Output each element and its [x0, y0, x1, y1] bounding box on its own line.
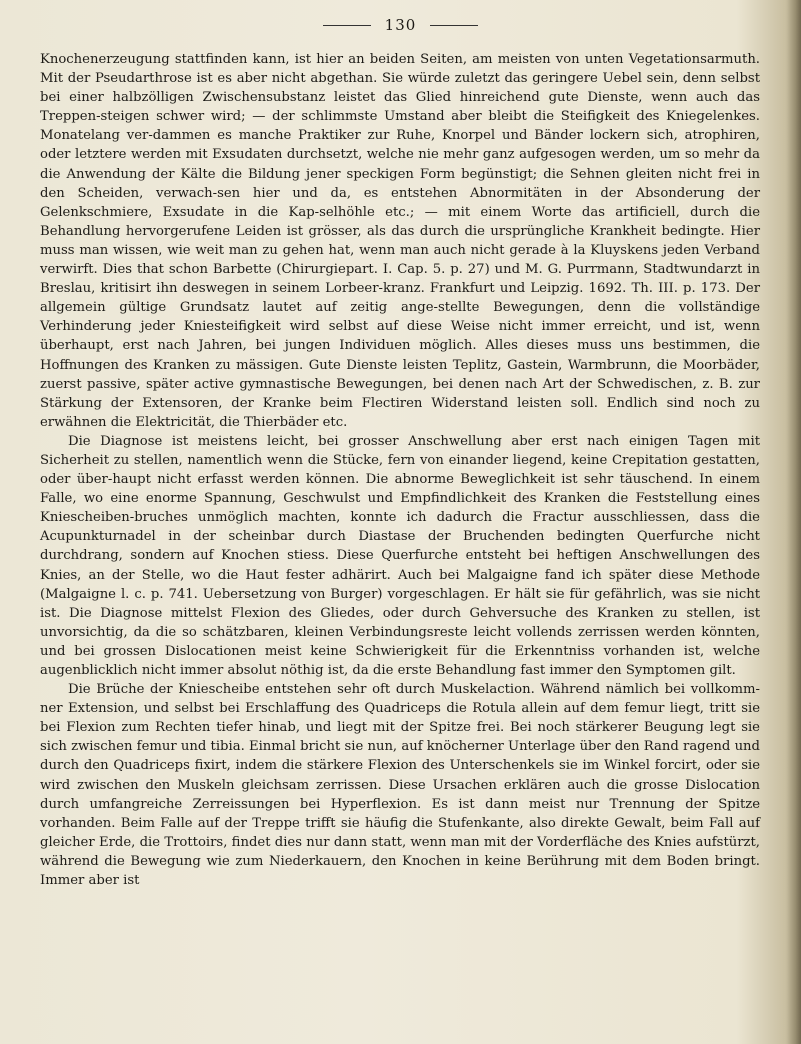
header-rule-right	[430, 25, 478, 26]
body-text	[40, 50, 760, 890]
header-rule-left	[323, 25, 371, 26]
paragraph-3: Die Brüche der Kniescheibe entstehen sehr oft durch Muskelaction. Während nämlich bei vollkomm-ner Extension, und selbst bei Erschlaffung des Quadriceps die Rotula allein auf dem femur liegt, tritt sie bei Flexion zum Rechten tiefer hinab, und liegt mit der Spitze frei. Bei noch stärkerer Beugung legt sie sich zwischen femur und tibia. Einmal bricht sie nun, auf knöcherner Unterlage über den Rand ragend und durch den Quadriceps fixirt, indem die stärkere Flexion des Unterschenkels sie im Winkel forcirt, oder sie wird zwischen den Muskeln gleichsam zerrissen. Diese Ursachen erklären auch die grosse Dislocation durch umfangreiche Zerreissungen bei Hyperflexion. Es ist dann meist nur Trennung der Spitze vorhanden. Beim Falle auf der Treppe trifft sie häufig die Stufenkante, also direkte Gewalt, beim Fall auf gleicher Erde, die Trottoirs, findet dies nur dann statt, wenn man mit der Vorderfläche des Knies aufstürzt, während die Bewegung wie zum Niederkauern, den Knochen in keine Berührung mit dem Boden bringt. Immer aber ist	[40, 682, 760, 889]
page-edge-shadow	[787, 0, 801, 1044]
paragraph-2: Die Diagnose ist meistens leicht, bei grosser Anschwellung aber erst nach einigen Tagen mit Sicherheit zu stellen, namentlich wenn die Stücke, fern von einander liegend, keine Crepitation gestatten, oder über-haupt nicht erfasst werden können. Die abnorme Beweglichkeit ist sehr täuschend. In einem Falle, wo eine enorme Spannung, Geschwulst und Empfindlichkeit des Kranken die Feststellung eines Kniescheiben-bruches unmöglich machten, konnte ich dadurch die Fractur ausschliessen, dass die Acupunkturnadel in der scheinbar durch Diastase der Bruchenden bedingten Querfurche nicht durchdrang, sondern auf Knochen stiess. Diese Querfurche entsteht bei heftigen Anschwellungen des Knies, an der Stelle, wo die Haut fester adhärirt. Auch bei Malgaigne fand ich später diese Methode (Malgaigne l. c. p. 741. Uebersetzung von Burger) vorgeschlagen. Er hält sie für gefährlich, was sie nicht ist. Die Diagnose mittelst Flexion des Gliedes, oder durch Gehversuche des Kranken zu stellen, ist unvorsichtig, da die so schätzbaren, kleinen Verbindungsreste leicht vollends zerrissen werden könnten, und bei grossen Dislocationen meist keine Schwierigkeit für die Erkenntniss vorhanden ist, welche augenblicklich nicht immer absolut nöthig ist, da die erste Behandlung fast immer den Symptomen gilt.	[40, 433, 760, 678]
page-number: 130	[384, 16, 417, 34]
page-header	[0, 16, 801, 34]
paragraph-1: Knochenerzeugung stattfinden kann, ist hier an beiden Seiten, am meisten von unten Vegetationsarmuth. Mit der Pseudarthrose ist es aber nicht abgethan. Sie würde zuletzt das geringere Uebel sein, denn selbst bei einer halbzölligen Zwischensubstanz leistet das Glied hinreichend gute Dienste, wenn auch das Treppen-steigen schwer wird; — der schlimmste Umstand aber bleibt die Steifigkeit des Kniegelenkes. Monatelang ver-dammen es manche Praktiker zur Ruhe, Knorpel und Bänder lockern sich, atrophiren, oder letztere werden mit Exsudaten durchsetzt, welche nie mehr ganz aufgesogen werden, um so mehr da die Anwendung der Kälte die Bildung jener speckigen Form begünstigt; die Sehnen gleiten nicht frei in den Scheiden, verwach-sen hier und da, es entstehen Abnormitäten in der Absonderung der Gelenkschmiere, Exsudate in die Kap-selhöhle etc.; — mit einem Worte das artificiell, durch die Behandlung hervorgerufene Leiden ist grösser, als das durch die ursprüngliche Krankheit bedingte. Hier muss man wissen, wie weit man zu gehen hat, wenn man auch nicht gerade à la Kluyskens jeden Verband verwirft. Dies that schon Barbette (Chirurgiepart. I. Cap. 5. p. 27) und M. G. Purrmann, Stadtwundarzt in Breslau, kritisirt ihn deswegen in seinem Lorbeer-kranz. Frankfurt und Leipzig. 1692. Th. III. p. 173. Der allgemein gültige Grundsatz lautet auf zeitig ange-stellte Bewegungen, denn die vollständige Verhinderung jeder Kniesteifigkeit wird selbst auf diese Weise nicht immer erreicht, und ist, wenn überhaupt, erst nach Jahren, bei jungen Individuen möglich. Alles dieses muss uns bestimmen, die Hoffnungen des Kranken zu mässigen. Gute Dienste leisten Teplitz, Gastein, Warmbrunn, die Moorbäder, zuerst passive, später active gymnastische Bewegungen, bei denen nach Art der Schwedischen, z. B. zur Stärkung der Extensoren, der Kranke beim Flectiren Widerstand leisten soll. Endlich sind noch zu erwähnen die Elektricität, die Thierbäder etc.	[40, 52, 760, 430]
